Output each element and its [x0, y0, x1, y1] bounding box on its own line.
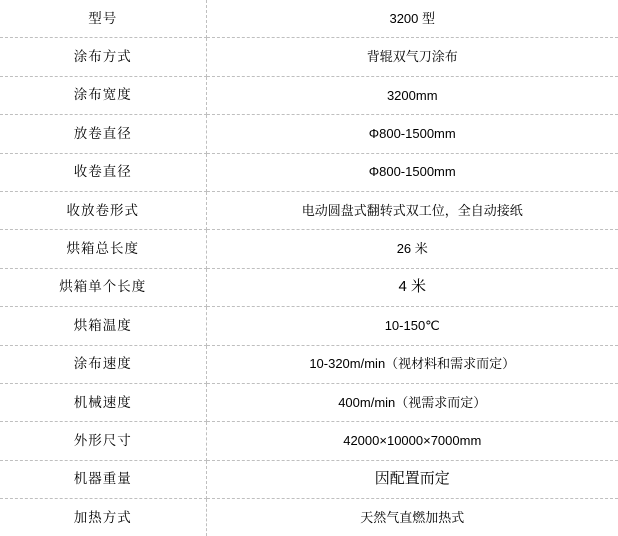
spec-label-cell: 烘箱温度 [0, 307, 206, 345]
table-row [0, 499, 618, 536]
table-row [0, 460, 618, 498]
spec-label-cell: 烘箱单个长度 [0, 268, 206, 306]
spec-label-cell: 涂布宽度 [0, 76, 206, 114]
spec-value-cell: 4 米 [206, 268, 618, 306]
spec-value-cell: 400m/min（视需求而定） [206, 383, 618, 421]
table-row [0, 153, 618, 191]
spec-value-cell: 因配置而定 [206, 460, 618, 498]
table-row [0, 0, 618, 38]
table-row [0, 307, 618, 345]
spec-label-cell: 机器重量 [0, 460, 206, 498]
spec-value-cell: 电动圆盘式翻转式双工位，全自动接纸 [206, 191, 618, 229]
spec-label-cell: 涂布速度 [0, 345, 206, 383]
spec-label-cell: 涂布方式 [0, 38, 206, 76]
table-row [0, 115, 618, 153]
table-row [0, 422, 618, 460]
spec-value-cell: Φ800-1500mm [206, 115, 618, 153]
spec-value-cell: 3200 型 [206, 0, 618, 38]
spec-value-cell: 3200mm [206, 76, 618, 114]
table-row [0, 230, 618, 268]
table-row [0, 268, 618, 306]
spec-value-cell: 10-150℃ [206, 307, 618, 345]
spec-label-cell: 收卷直径 [0, 153, 206, 191]
spec-value-cell: 26 米 [206, 230, 618, 268]
spec-value-cell: 背辊双气刀涂布 [206, 38, 618, 76]
table-row [0, 383, 618, 421]
spec-value-cell: 10-320m/min（视材料和需求而定） [206, 345, 618, 383]
spec-label-cell: 加热方式 [0, 499, 206, 536]
spec-label-cell: 收放卷形式 [0, 191, 206, 229]
table-row [0, 345, 618, 383]
spec-value-cell: Φ800-1500mm [206, 153, 618, 191]
spec-label-cell: 外形尺寸 [0, 422, 206, 460]
spec-label-cell: 型号 [0, 0, 206, 38]
spec-value-cell: 天然气直燃加热式 [206, 499, 618, 536]
spec-label-cell: 机械速度 [0, 383, 206, 421]
table-row [0, 76, 618, 114]
spec-label-cell: 放卷直径 [0, 115, 206, 153]
table-row [0, 38, 618, 76]
spec-value-cell: 42000×10000×7000mm [206, 422, 618, 460]
table-row [0, 191, 618, 229]
spec-label-cell: 烘箱总长度 [0, 230, 206, 268]
